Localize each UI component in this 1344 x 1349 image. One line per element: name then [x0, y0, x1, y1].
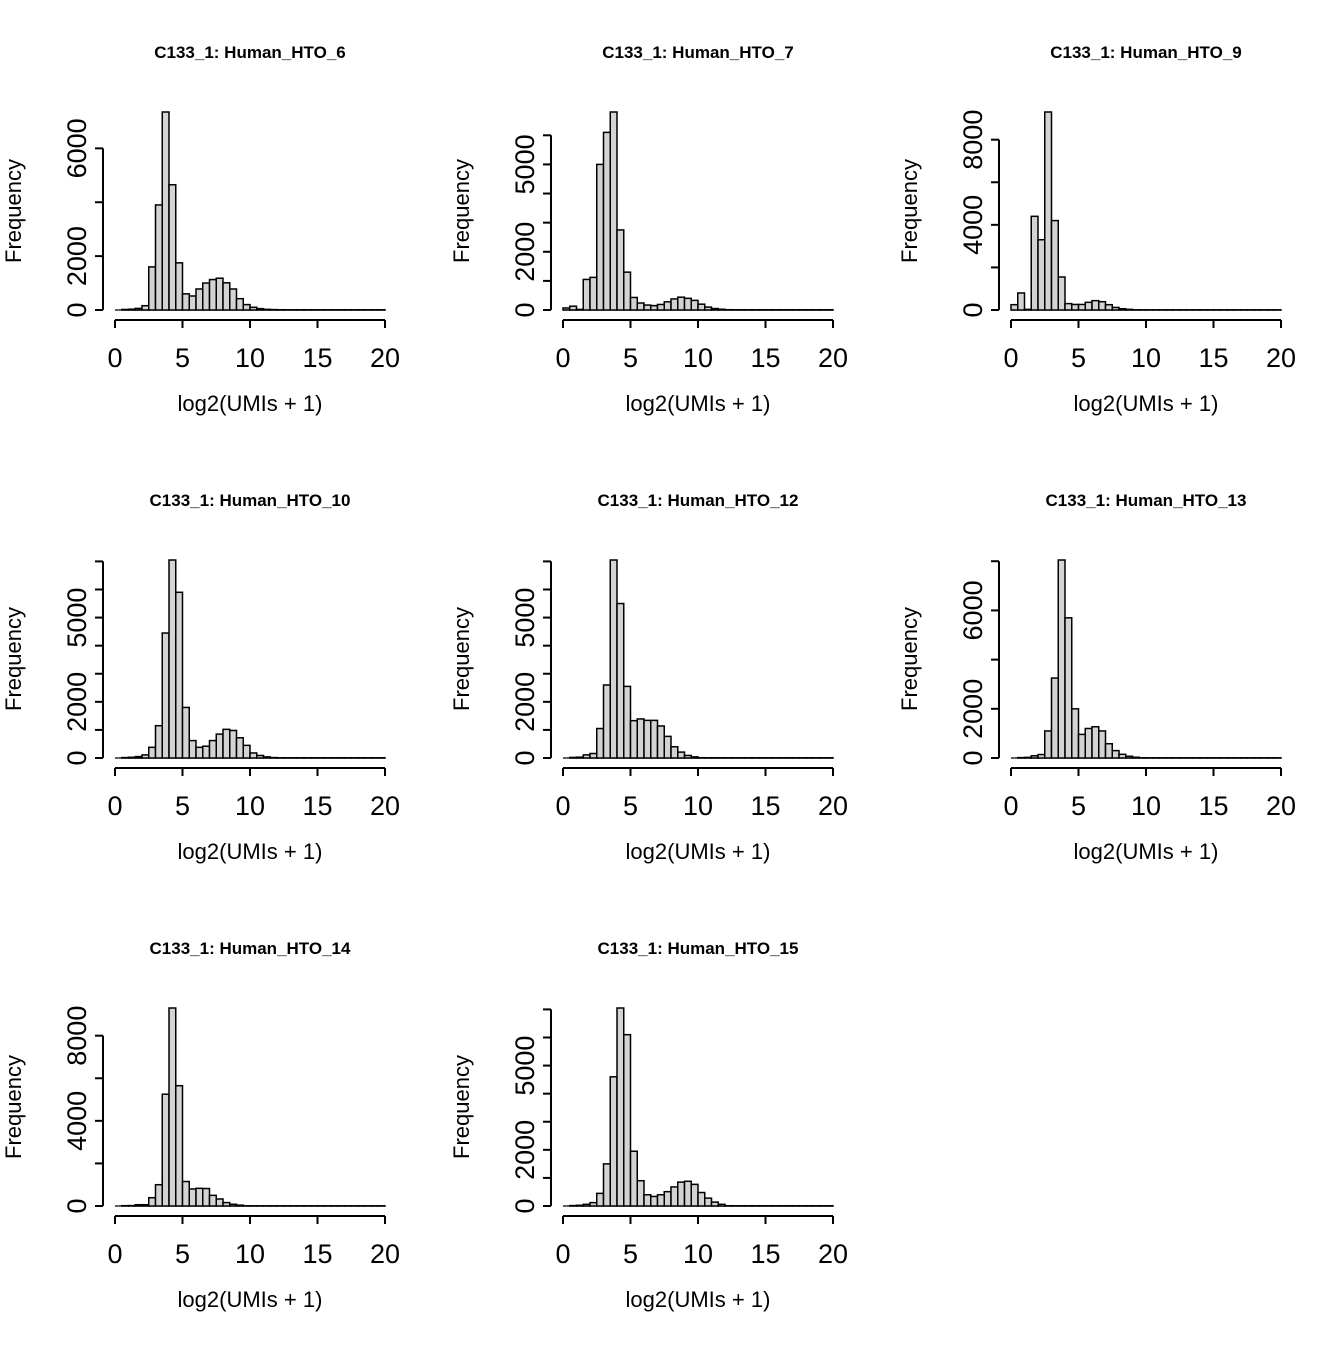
histogram-bar: [162, 112, 169, 310]
y-axis-title: Frequency: [449, 1055, 474, 1159]
x-tick-label: 10: [1131, 343, 1161, 373]
x-tick-label: 15: [750, 343, 780, 373]
x-tick-label: 5: [623, 343, 638, 373]
y-axis-title: Frequency: [1, 159, 26, 263]
histogram-bar: [610, 1077, 617, 1206]
y-tick-label: 2000: [510, 1120, 540, 1180]
x-tick-label: 20: [818, 791, 848, 821]
y-tick-label: 2000: [958, 679, 988, 739]
x-tick-label: 5: [623, 791, 638, 821]
histogram-bar: [644, 720, 651, 758]
x-axis-title: log2(UMIs + 1): [178, 1287, 323, 1312]
y-tick-label: 8000: [958, 110, 988, 170]
histogram-bar: [169, 1008, 176, 1206]
histogram-bar: [129, 309, 136, 310]
histogram-bar: [210, 741, 217, 758]
histogram-bar: [1038, 240, 1045, 310]
histogram-bar: [718, 1204, 725, 1206]
histogram-bar: [698, 304, 705, 310]
histogram-bar: [631, 297, 638, 310]
chart-cell-hto-10: [0, 448, 448, 896]
x-tick-label: 10: [235, 791, 265, 821]
histogram-bar: [135, 1205, 142, 1206]
histogram-bar: [149, 747, 156, 758]
y-tick-label: 0: [510, 302, 540, 317]
histogram-bar: [691, 300, 698, 310]
histogram-bar: [162, 633, 169, 758]
chart-cell-hto-7: [448, 0, 896, 448]
histogram-bar: [664, 302, 671, 310]
y-axis-title: Frequency: [1, 607, 26, 711]
x-tick-label: 0: [107, 1239, 122, 1269]
histogram-bar: [597, 729, 604, 758]
histogram-bar: [671, 299, 678, 310]
histogram-bar: [1065, 304, 1072, 310]
empty-cell: [896, 896, 1344, 1344]
x-tick-label: 10: [235, 343, 265, 373]
histogram-bar: [1058, 277, 1065, 310]
y-tick-label: 2000: [510, 672, 540, 732]
histogram-bar: [122, 309, 129, 310]
chart-title: C133_1: Human_HTO_7: [602, 43, 794, 62]
histogram-bar: [658, 726, 665, 758]
y-tick-label: 0: [62, 302, 92, 317]
x-tick-label: 5: [1071, 791, 1086, 821]
histogram-bar: [583, 279, 590, 310]
histogram-bar: [610, 112, 617, 310]
histogram-bar: [142, 1205, 149, 1206]
histogram-plot-7: [0, 896, 448, 1344]
histogram-plot-2: [448, 0, 896, 448]
x-tick-label: 15: [1198, 791, 1228, 821]
x-tick-label: 20: [370, 791, 400, 821]
histogram-bar: [210, 1195, 217, 1206]
histogram-bar: [142, 755, 149, 758]
x-tick-label: 0: [107, 343, 122, 373]
histogram-bar: [1119, 309, 1126, 310]
histogram-bar: [685, 298, 692, 310]
chart-title: C133_1: Human_HTO_13: [1046, 491, 1247, 510]
histogram-bar: [1038, 755, 1045, 758]
y-tick-label: 4000: [958, 195, 988, 255]
histogram-bar: [169, 185, 176, 310]
histogram-bar: [1045, 112, 1052, 310]
x-tick-label: 10: [683, 343, 713, 373]
histogram-bar: [590, 277, 597, 310]
histogram-bar: [203, 283, 210, 310]
histogram-bar: [1031, 216, 1038, 310]
x-tick-label: 10: [683, 1239, 713, 1269]
histogram-bar: [129, 757, 136, 758]
x-tick-label: 15: [750, 791, 780, 821]
x-tick-label: 5: [1071, 343, 1086, 373]
histogram-bar: [1085, 728, 1092, 758]
x-axis-title: log2(UMIs + 1): [626, 391, 771, 416]
histogram-bar: [156, 1185, 163, 1206]
histogram-bar: [1112, 307, 1119, 310]
histogram-bar: [196, 289, 203, 310]
histogram-bar: [658, 1195, 665, 1206]
x-axis-title: log2(UMIs + 1): [178, 839, 323, 864]
x-axis-title: log2(UMIs + 1): [1074, 391, 1219, 416]
chart-title: C133_1: Human_HTO_14: [150, 939, 351, 958]
histogram-bar: [135, 308, 142, 310]
histogram-bar: [237, 299, 244, 310]
histogram-bar: [1085, 302, 1092, 310]
histogram-bar: [223, 1203, 230, 1206]
chart-title: C133_1: Human_HTO_6: [154, 43, 346, 62]
histogram-bar: [712, 309, 719, 310]
chart-title: C133_1: Human_HTO_12: [598, 491, 799, 510]
histogram-bar: [597, 1193, 604, 1206]
x-tick-label: 20: [1266, 343, 1296, 373]
histogram-bar: [1133, 757, 1140, 758]
y-tick-label: 0: [510, 750, 540, 765]
histogram-bar: [1011, 305, 1018, 310]
histogram-bar: [1099, 731, 1106, 758]
histogram-bar: [189, 741, 196, 758]
histogram-bar: [1052, 221, 1059, 310]
chart-cell-hto-14: [0, 896, 448, 1344]
histogram-bar: [617, 1008, 624, 1206]
histogram-bar: [664, 1192, 671, 1206]
histogram-bar: [604, 685, 611, 758]
histogram-bar: [644, 305, 651, 310]
histogram-bar: [189, 296, 196, 310]
histogram-bar: [651, 720, 658, 758]
chart-cell-hto-13: [896, 448, 1344, 896]
histogram-bar: [257, 755, 264, 758]
histogram-bar: [664, 736, 671, 758]
histogram-bar: [176, 1086, 183, 1206]
histogram-plot-4: [0, 448, 448, 896]
histogram-bar: [1099, 302, 1106, 310]
x-tick-label: 0: [555, 791, 570, 821]
histogram-bar: [698, 1193, 705, 1206]
histogram-bar: [631, 721, 638, 758]
y-tick-label: 0: [510, 1198, 540, 1213]
histogram-bar: [570, 306, 577, 310]
histogram-bar: [257, 309, 264, 310]
y-tick-label: 2000: [62, 672, 92, 732]
histogram-bar: [671, 747, 678, 758]
histogram-bar: [678, 752, 685, 758]
histogram-plot-5: [448, 448, 896, 896]
histogram-bar: [563, 308, 570, 310]
x-tick-label: 0: [107, 791, 122, 821]
x-tick-label: 5: [175, 791, 190, 821]
x-tick-label: 10: [1131, 791, 1161, 821]
histogram-bar: [583, 1204, 590, 1206]
histogram-bar: [149, 267, 156, 310]
histogram-bar: [149, 1198, 156, 1206]
y-tick-label: 5000: [510, 588, 540, 648]
histogram-bar: [617, 604, 624, 758]
histogram-bar: [1025, 309, 1032, 310]
histogram-bar: [1072, 709, 1079, 758]
histogram-bar: [1092, 727, 1099, 758]
histogram-bar: [1079, 734, 1086, 758]
histogram-bar: [183, 1182, 190, 1206]
histogram-bar: [210, 280, 217, 310]
histogram-bar: [624, 1035, 631, 1206]
histogram-bar: [216, 1199, 223, 1206]
y-axis-title: Frequency: [449, 159, 474, 263]
histogram-bar: [658, 304, 665, 310]
histogram-bar: [570, 757, 577, 758]
histogram-bar: [651, 1196, 658, 1206]
histogram-bar: [216, 278, 223, 310]
histogram-bar: [577, 1205, 584, 1206]
histogram-bar: [604, 1164, 611, 1206]
histogram-bar: [237, 738, 244, 758]
histogram-bar: [196, 1188, 203, 1206]
histogram-bar: [1072, 304, 1079, 310]
x-tick-label: 20: [818, 1239, 848, 1269]
histogram-bar: [264, 757, 271, 758]
histogram-bar: [176, 263, 183, 310]
histogram-bar: [678, 297, 685, 310]
x-tick-label: 5: [175, 1239, 190, 1269]
histogram-plot-8: [448, 896, 896, 1344]
x-tick-label: 5: [623, 1239, 638, 1269]
histogram-bar: [250, 307, 257, 310]
histogram-bar: [1031, 756, 1038, 758]
x-axis-title: log2(UMIs + 1): [1074, 839, 1219, 864]
histogram-bar: [237, 1205, 244, 1206]
histogram-bar: [637, 719, 644, 758]
histogram-plot-1: [0, 0, 448, 448]
histogram-bar: [250, 753, 257, 758]
x-tick-label: 20: [370, 343, 400, 373]
histogram-bar: [685, 1181, 692, 1206]
histogram-bar: [1079, 304, 1086, 310]
histogram-bar: [590, 1203, 597, 1206]
histogram-bar: [590, 754, 597, 758]
chart-cell-hto-6: [0, 0, 448, 448]
y-tick-label: 6000: [958, 580, 988, 640]
histogram-bar: [216, 734, 223, 758]
x-tick-label: 15: [302, 1239, 332, 1269]
x-tick-label: 0: [555, 343, 570, 373]
histogram-bar: [196, 747, 203, 758]
chart-title: C133_1: Human_HTO_10: [150, 491, 351, 510]
histogram-bar: [712, 1202, 719, 1206]
histogram-bar: [583, 755, 590, 758]
chart-cell-hto-15: [448, 896, 896, 1344]
histogram-bar: [230, 1204, 237, 1206]
x-tick-label: 5: [175, 343, 190, 373]
y-axis-title: Frequency: [897, 159, 922, 263]
histogram-bar: [162, 1094, 169, 1206]
x-tick-label: 10: [683, 791, 713, 821]
histogram-bar: [156, 205, 163, 310]
histogram-bar: [223, 283, 230, 310]
x-tick-label: 0: [1003, 343, 1018, 373]
y-axis-title: Frequency: [1, 1055, 26, 1159]
y-tick-label: 2000: [510, 222, 540, 282]
histogram-bar: [1119, 754, 1126, 758]
y-tick-label: 0: [62, 1198, 92, 1213]
histogram-bar: [624, 272, 631, 310]
x-tick-label: 20: [370, 1239, 400, 1269]
histogram-bar: [142, 306, 149, 310]
histogram-bar: [264, 309, 271, 310]
histogram-bar: [156, 726, 163, 758]
x-axis-title: log2(UMIs + 1): [178, 391, 323, 416]
x-tick-label: 15: [302, 791, 332, 821]
x-axis-title: log2(UMIs + 1): [626, 839, 771, 864]
x-tick-label: 10: [235, 1239, 265, 1269]
histogram-bar: [1106, 305, 1113, 310]
y-tick-label: 0: [62, 750, 92, 765]
histogram-bar: [691, 757, 698, 758]
histogram-bar: [604, 132, 611, 310]
histogram-bar: [617, 230, 624, 310]
x-tick-label: 20: [818, 343, 848, 373]
chart-title: C133_1: Human_HTO_15: [598, 939, 799, 958]
histogram-bar: [1126, 756, 1133, 758]
histogram-bar: [685, 755, 692, 758]
x-tick-label: 15: [302, 343, 332, 373]
histogram-bar: [230, 730, 237, 758]
histogram-bar: [183, 707, 190, 758]
histogram-bar: [1025, 757, 1032, 758]
histogram-bar: [597, 164, 604, 310]
chart-title: C133_1: Human_HTO_9: [1050, 43, 1242, 62]
y-axis-title: Frequency: [897, 607, 922, 711]
histogram-bar: [1065, 618, 1072, 758]
histogram-bar: [203, 1189, 210, 1206]
histogram-plot-3: [896, 0, 1344, 448]
y-tick-label: 4000: [62, 1091, 92, 1151]
histogram-bar: [705, 1198, 712, 1206]
histogram-bar: [624, 686, 631, 758]
histogram-bar: [637, 1181, 644, 1206]
histogram-bar: [610, 560, 617, 758]
y-tick-label: 0: [958, 750, 988, 765]
histogram-bar: [1052, 678, 1059, 758]
y-tick-label: 6000: [62, 118, 92, 178]
x-tick-label: 15: [1198, 343, 1228, 373]
y-tick-label: 8000: [62, 1006, 92, 1066]
histogram-bar: [176, 592, 183, 758]
histogram-bar: [718, 309, 725, 310]
histogram-bar: [671, 1187, 678, 1206]
histogram-bar: [203, 746, 210, 758]
histogram-bar: [135, 757, 142, 758]
x-tick-label: 20: [1266, 791, 1296, 821]
histogram-bar: [705, 307, 712, 310]
histogram-bar: [1106, 744, 1113, 758]
histogram-bar: [1126, 309, 1133, 310]
histogram-bar: [637, 303, 644, 310]
histogram-bar: [169, 560, 176, 758]
histogram-bar: [223, 729, 230, 758]
y-tick-label: 5000: [62, 588, 92, 648]
histogram-bar: [1018, 293, 1025, 310]
histogram-bar: [230, 289, 237, 310]
x-tick-label: 0: [1003, 791, 1018, 821]
chart-cell-hto-12: [448, 448, 896, 896]
histogram-bar: [691, 1184, 698, 1206]
x-tick-label: 15: [750, 1239, 780, 1269]
histogram-bar: [1112, 751, 1119, 758]
histogram-bar: [577, 757, 584, 758]
histogram-bar: [243, 305, 250, 310]
y-axis-title: Frequency: [449, 607, 474, 711]
chart-cell-hto-9: [896, 0, 1344, 448]
histogram-plot-6: [896, 448, 1344, 896]
histogram-bar: [644, 1195, 651, 1206]
x-axis-title: log2(UMIs + 1): [626, 1287, 771, 1312]
y-tick-label: 2000: [62, 226, 92, 286]
histogram-bar: [189, 1189, 196, 1206]
histogram-bar: [651, 306, 658, 310]
histogram-bar: [1058, 560, 1065, 758]
histogram-bar: [678, 1182, 685, 1206]
histogram-bar: [1045, 731, 1052, 758]
histogram-bar: [183, 294, 190, 310]
y-tick-label: 5000: [510, 1036, 540, 1096]
histogram-bar: [577, 309, 584, 310]
y-tick-label: 5000: [510, 134, 540, 194]
histogram-bar: [243, 745, 250, 758]
histogram-bar: [1092, 301, 1099, 310]
x-tick-label: 0: [555, 1239, 570, 1269]
histogram-bar: [631, 1151, 638, 1206]
y-tick-label: 0: [958, 302, 988, 317]
